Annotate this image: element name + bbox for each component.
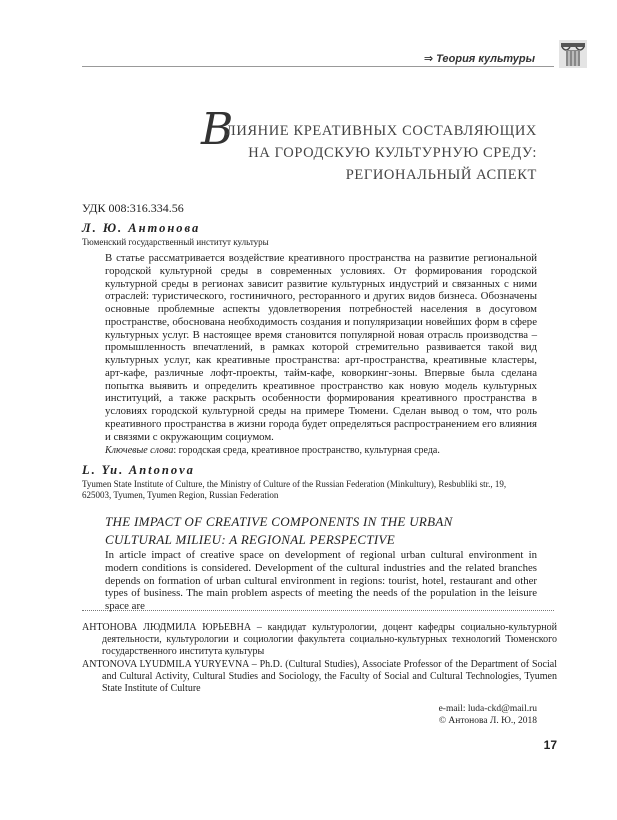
udc-code: УДК 008:316.334.56	[82, 201, 184, 215]
author-name-en: L. Yu. Antonova	[82, 463, 195, 477]
keywords-ru	[105, 445, 537, 456]
author-bio-ru: АНТОНОВА ЛЮДМИЛА ЮРЬЕВНА – кандидат культурологии, доцент кафедры социально-культурной деятельности, культурологии и социологии факультета социально-культурных технологий Тюменского государственного института культуры	[82, 622, 557, 657]
email-link[interactable]: e-mail: luda-ckd@mail.ru	[438, 704, 537, 714]
title-line-3: РЕГИОНАЛЬНЫЙ АСПЕКТ	[345, 167, 537, 183]
author-name-ru: Л. Ю. Антонова	[82, 221, 201, 235]
affiliation-en: Tyumen State Institute of Culture, the Ministry of Culture of the Russian Federation (Minkultury), Resbubliki str., 19, 625003, Tyumen, Tyumen Region, Russian Federation	[82, 479, 507, 500]
article-title-en: THE IMPACT OF CREATIVE COMPONENTS IN THE URBAN CULTURAL MILIEU: A REGIONAL PERSPECTIVE	[105, 514, 453, 547]
header-rule	[82, 66, 554, 67]
keywords-list: : городская среда, креативное пространство, культурная среда.	[173, 445, 440, 456]
section-label: ⇒ Теория культуры	[423, 53, 535, 65]
affiliation-ru: Тюменский государственный институт культуры	[82, 237, 269, 247]
author-bio-en: ANTONOVA LYUDMILA YURYEVNA – Ph.D. (Cultural Studies), Associate Professor of the Department of Social and Cultural Activity, Cultural Studies and Sociology, the Faculty of Social and Cultural Technologies, Tyumen State Institute of Culture	[82, 659, 557, 694]
contact-block	[439, 703, 537, 727]
column-capital-logo-icon	[559, 40, 587, 68]
copyright-text: © Антонова Л. Ю., 2018	[438, 716, 537, 726]
page-number: 17	[543, 738, 557, 752]
footnote-divider	[82, 610, 554, 611]
title-initial: В	[201, 104, 234, 155]
abstract-ru: В статье рассматривается воздействие креативного пространства на развитие региональной городской культурной среды в современных условиях. От формирования городской культурной среды в регионах зависит развитие культурных индустрий и связанных с ними отраслей: туристического, гостиничного, ресторанного и других видов бизнеса. Обозначены основные проблемные аспекты удовлетворения потребностей населения в досуговом пространстве, обоснована необходимость создания и популяризации новейших форм в сфере культурных услуг. В настоящее время становится популярной новая отрасль производства – промышленность впечатлений, в рамках которой стремительно развивается такой вид культурных услуг, как креативные пространства: арт-пространства, креативные кластеры, арт-кафе, различные лофт-проекты, тайм-кафе, коворкинг-зоны. Впервые была сделана попытка выявить и определить креативное пространство как новую модель культурных институций, а также раскрыть особенности формирования креативного пространства в условиях городской культурной среды на примере Тюмени. Сделан вывод о том, что роль креативного пространства в жизни города будет определяться распространением его влияния и связями с окружающим социумом.	[105, 252, 537, 443]
article-title	[185, 120, 537, 186]
keywords-label: Ключевые слова	[105, 445, 174, 456]
title-line-2: НА ГОРОДСКУЮ КУЛЬТУРНУЮ СРЕДУ:	[248, 145, 537, 161]
abstract-en: In article impact of creative space on development of regional urban cultural environment in modern conditions is considered. Development of the cultural industries and the related branches depends on formation of urban cultural environment in regions: tourist, hotel, restaurant and other types of business. The main problem aspects of meeting the needs of the population in the leisure space are	[105, 549, 537, 612]
title-line-1: ЛИЯНИЕ КРЕАТИВНЫХ СОСТАВЛЯЮЩИХ	[225, 123, 537, 139]
